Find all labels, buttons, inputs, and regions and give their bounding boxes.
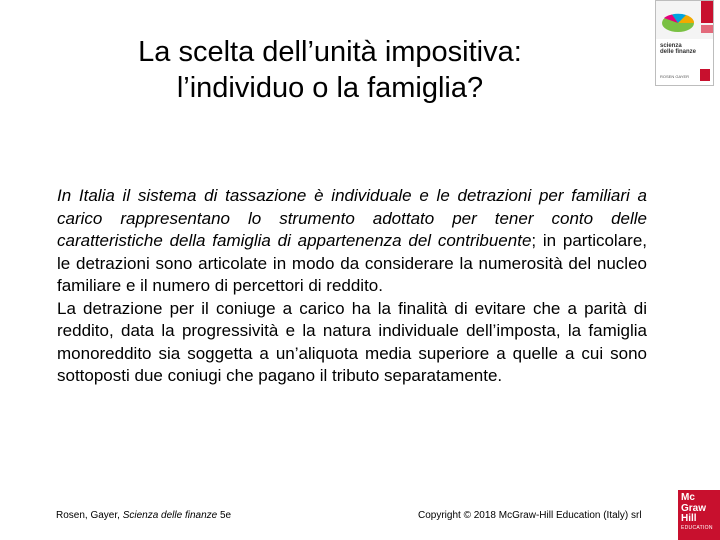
cover-publisher-logo (700, 69, 710, 81)
cover-footer: ROSEN GAYER (660, 74, 690, 79)
paragraph-1-italic: In Italia il sistema di tassazione è individuale e le detrazioni per familiari a carico rappresentano lo strumento adottato per tener conto delle caratteristiche della famiglia di appartenenza del contribuente (57, 186, 647, 250)
body-text (57, 185, 647, 388)
paragraph-1 (57, 185, 647, 298)
cover-title-line1: scienza (660, 43, 682, 49)
paragraph-1-rest: ; in particolare, le detrazioni sono articolate in modo da considerare la numerosità del nucleo familiare e il numero di percettori di reddito. (57, 231, 647, 295)
slide-title-line1: La scelta dell’unità impositiva: (138, 36, 522, 68)
footer-authors: Rosen, Gayer, (56, 510, 123, 521)
footer-edition: 5e (217, 510, 232, 521)
logo-line3: Hill (681, 513, 697, 524)
slide-title (40, 34, 620, 106)
mcgraw-hill-logo (678, 490, 720, 540)
logo-line4: EDUCATION (681, 524, 713, 531)
logo-line1: Mc (681, 492, 695, 503)
paragraph-2: La detrazione per il coniuge a carico ha la finalità di evitare che a parità di reddito, data la progressività e la natura individuale dell’imposta, la famiglia monoreddito sia soggetta a un’aliquota media superiore a quelle a cui sono sottoposti due coniugi che pagano il tributo separatamente. (57, 298, 647, 385)
footer-copyright: Copyright © 2018 McGraw-Hill Education (Italy) srl (418, 510, 642, 521)
cover-pink-tab (701, 25, 713, 33)
footer-book-title: Scienza delle finanze (122, 510, 218, 521)
slide-title-line2: l’individuo o la famiglia? (176, 72, 484, 104)
cover-title (660, 43, 696, 55)
footer-citation (56, 510, 231, 521)
cover-title-line2: delle finanze (660, 49, 697, 55)
logo-line2: Graw (681, 502, 707, 514)
cover-red-tab (701, 1, 713, 23)
book-cover-thumbnail (655, 0, 714, 86)
